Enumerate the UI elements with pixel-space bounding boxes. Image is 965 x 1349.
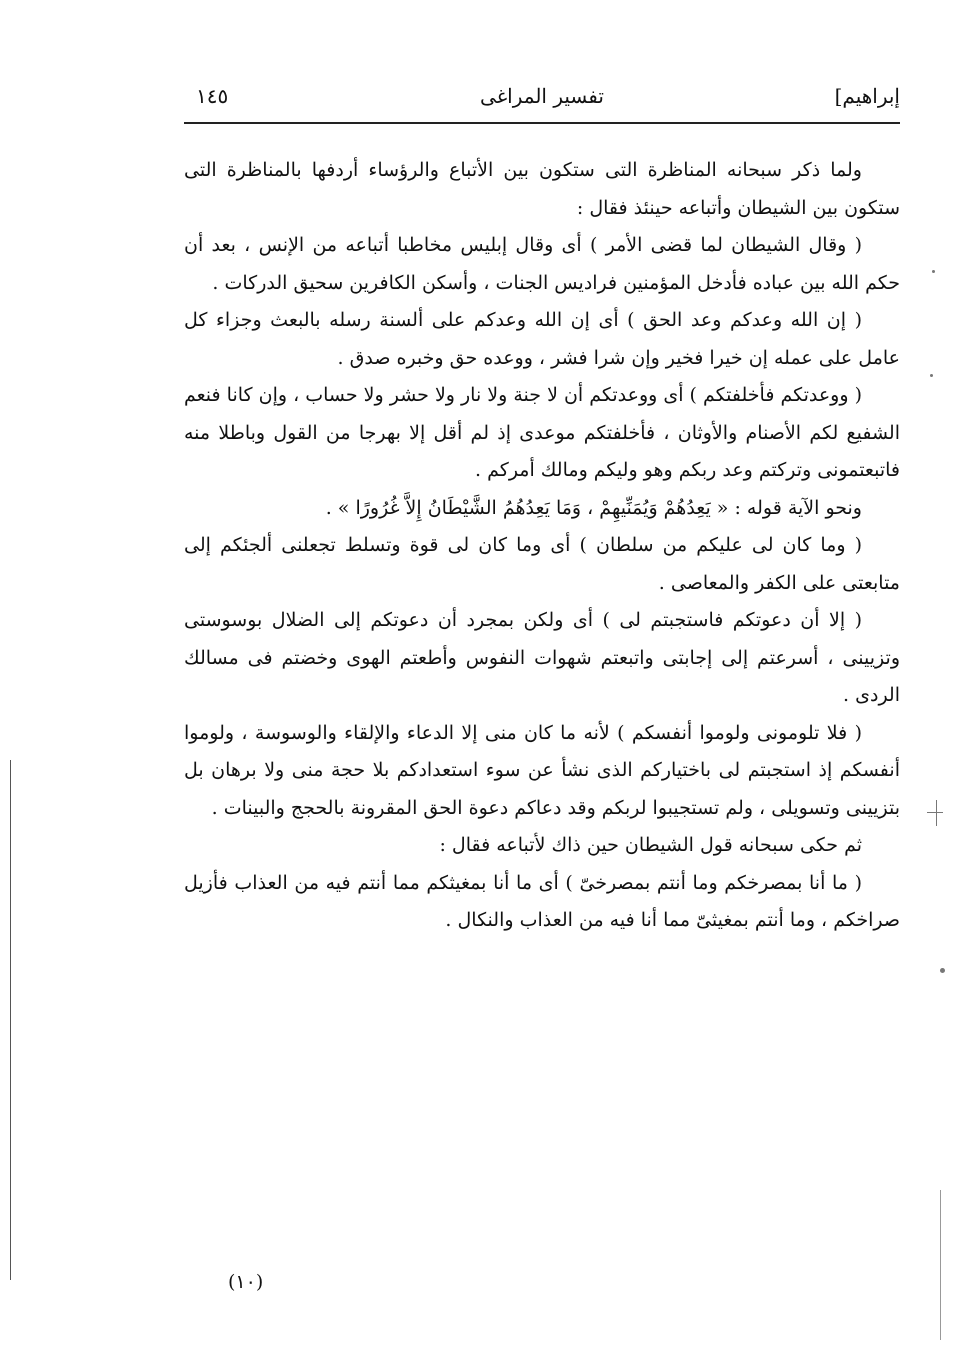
page-header bbox=[184, 76, 900, 120]
signature-number: (١٠) bbox=[228, 1271, 264, 1293]
scan-speck bbox=[932, 270, 935, 273]
book-title: تفسير المراغى bbox=[480, 84, 604, 108]
paragraph: ( ووعدتكم فأخلفتكم ) أى ووعدتكم أن لا جنة ولا نار ولا حشر ولا حساب ، وإن كانا فنعم الشفيع لكم الأصنام والأوثان ، فأخلفتكم موعدى إذ لم أقل إلا بهرجا من القول وباطلا منه فاتبعتمونى وتركتم وعد ربكم وهو وليكم ومالك أمركم . bbox=[184, 384, 900, 481]
header-rule bbox=[184, 122, 900, 124]
paragraph: ( وما كان لى عليكم من سلطان ) أى وما كان لى قوة وتسلط تجعلنى ألجئكم إلى متابعتى على الكفر والمعاصى . bbox=[184, 534, 900, 594]
page-number: ١٤٥ bbox=[196, 84, 229, 108]
paragraph: ( إلا أن دعوتكم فاستجبتم لى ) أى ولكن بمجرد أن دعوتكم إلى الضلال بوسوستى وتزيينى ، أسرعتم إلى إجابتى واتبعتم شهوات النفوس وأطعتم الهوى وخضتم فى مسالك الردى . bbox=[184, 609, 900, 706]
paragraph: ( إن الله وعدكم وعد الحق ) أى إن الله وعدكم على ألسنة رسله بالبعث وجزاء كل عامل على عمله إن خيرا فخير وإن شرا فشر ، ووعده حق وخبره صدق . bbox=[184, 309, 900, 369]
body-text bbox=[184, 152, 900, 940]
paragraph: ( ما أنا بمصرخكم وما أنتم بمصرخىّ ) أى ما أنا بمغيثكم مما أنتم فيه من العذاب فأزيل صراخكم ، وما أنتم بمغيثىّ مما أنا فيه من العذاب والنكال . bbox=[184, 871, 900, 931]
paragraph: ولما ذكر سبحانه المناظرة التى ستكون بين الأتباع والرؤساء أردفها بالمناظرة التى ستكون بين الشيطان وأتباعه حينئذ فقال : bbox=[184, 159, 900, 219]
paragraph: ( فلا تلومونى ولوموا أنفسكم ) لأنه ما كان منى إلا الدعاء والإلقاء والوسوسة ، ولوموا أنفسكم إذ استجبتم لى باختياركم الذى نشأ عن سوء استعدادكم بلا حجة منى ولا برهان بل بتزيينى وتسويلى ، ولم تستجيبوا لربكم وقد دعاكم دعوة الحق المقرونة بالحجج والبينات . bbox=[184, 721, 900, 819]
scan-speck bbox=[936, 800, 937, 826]
paragraph: ثم حكى سبحانه قول الشيطان حين ذاك لأتباعه فقال : bbox=[439, 834, 862, 856]
paragraph: ( وقال الشيطان لما قضى الأمر ) أى وقال إبليس مخاطبا أتباعه من الإنس ، بعد أن حكم الله بين عباده فأدخل المؤمنين فراديس الجنات ، وأسكن الكافرين سحيق الدركات . bbox=[184, 234, 900, 294]
scan-margin-line bbox=[10, 760, 11, 1280]
scan-margin-line bbox=[940, 1190, 941, 1340]
scan-speck bbox=[927, 812, 943, 813]
paragraph: ونحو الآية قوله : « يَعِدُهُمْ وَيُمَنِّيهِمْ ، وَمَا يَعِدُهُمُ الشَّيْطَانُ إِلاَّ غُرُورًا » . bbox=[325, 496, 862, 519]
scan-speck bbox=[940, 968, 945, 973]
surah-name: إبراهيم] bbox=[834, 84, 900, 108]
scan-speck bbox=[930, 374, 933, 377]
